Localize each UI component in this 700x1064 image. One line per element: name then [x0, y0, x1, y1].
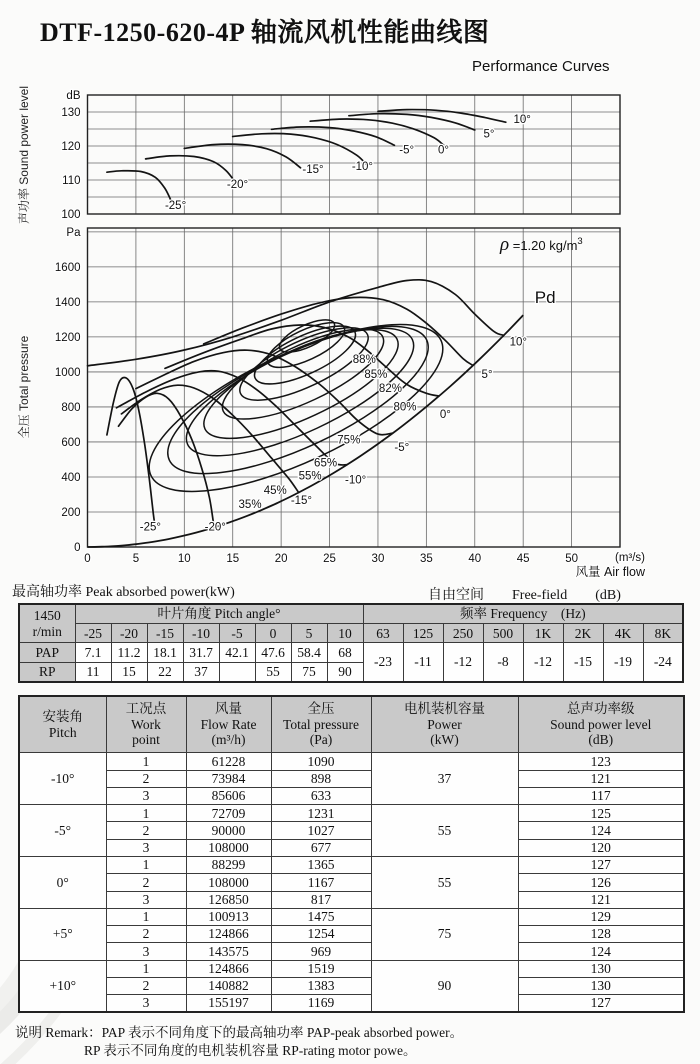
sound-curve--15° — [184, 144, 300, 168]
freq-correction-value: -15 — [563, 643, 603, 682]
table-row — [19, 960, 684, 977]
pap-value: 7.1 — [75, 643, 111, 662]
flowrate-cell: 124866 — [186, 960, 271, 977]
y-tick-label: 200 — [61, 506, 81, 519]
pap-value: 18.1 — [147, 643, 183, 662]
pitch-label: 0° — [439, 408, 451, 421]
efficiency-label: 35% — [238, 499, 262, 512]
pitch-col-header: -10 — [183, 624, 219, 643]
flowrate-cell: 100913 — [186, 908, 271, 925]
pitch-freq-table — [18, 603, 684, 683]
x-tick-label: 30 — [371, 553, 385, 565]
pitch-col-header: -25 — [75, 624, 111, 643]
pitch-cell: +10° — [19, 960, 106, 1012]
power-cell: 75 — [371, 908, 518, 960]
workpoint-cell: 2 — [106, 926, 186, 943]
x-tick-label: 40 — [468, 553, 482, 565]
flowrate-cell: 108000 — [186, 874, 271, 891]
remark-line2: RP 表示不同角度的电机装机容量 RP-rating motor powe。 — [84, 1043, 417, 1058]
efficiency-label: 82% — [378, 383, 402, 396]
efficiency-label: 88% — [352, 354, 376, 367]
workpoint-cell: 1 — [106, 960, 186, 977]
flowrate-cell: 72709 — [186, 805, 271, 822]
sound-level-cell: 130 — [518, 977, 684, 994]
sound-level-cell: 126 — [518, 874, 684, 891]
sound-level-cell: 128 — [518, 926, 684, 943]
sound-level-cell: 129 — [518, 908, 684, 925]
pitch-cell: 0° — [19, 856, 106, 908]
row-label-pap: PAP — [19, 643, 75, 662]
workpoint-cell: 1 — [106, 805, 186, 822]
pressure-cell: 1027 — [271, 822, 371, 839]
sound-power-axis-label: 声功率 Sound power level — [17, 85, 31, 225]
power-cell: 55 — [371, 856, 518, 908]
table-row — [19, 995, 684, 1012]
air-density-annotation: ρ =1.20 $kg/m^3$ — [500, 234, 583, 255]
freq-col-header: 63 — [363, 624, 403, 643]
pap-value: 11.2 — [111, 643, 147, 662]
power-cell: 90 — [371, 960, 518, 1012]
x-tick-label: 45 — [516, 553, 530, 565]
pitch-label: -10° — [345, 474, 367, 487]
table-row — [19, 839, 684, 856]
workpoint-cell: 3 — [106, 995, 186, 1012]
rp-value: 75 — [291, 662, 327, 682]
pitch-cell: -5° — [19, 805, 106, 857]
table-row — [19, 874, 684, 891]
pressure-cell: 1254 — [271, 926, 371, 943]
workpoint-cell: 2 — [106, 822, 186, 839]
y-tick-label: 600 — [61, 436, 81, 449]
row-label-rp: RP — [19, 662, 75, 682]
sound-level-cell: 130 — [518, 960, 684, 977]
pressure-cell: 1167 — [271, 874, 371, 891]
efficiency-label: 55% — [298, 470, 322, 483]
y-tick-label: 110 — [62, 175, 81, 187]
column-header: 电机装机容量 Power (kW) — [371, 696, 518, 753]
y-unit-label: Pa — [66, 227, 81, 239]
rp-value: 37 — [183, 662, 219, 682]
freq-col-header: 2K — [563, 624, 603, 643]
pressure-cell: 633 — [271, 787, 371, 804]
flowrate-cell: 85606 — [186, 787, 271, 804]
freq-correction-value: -12 — [443, 643, 483, 682]
flowrate-cell: 61228 — [186, 753, 271, 770]
x-tick-label: 15 — [226, 553, 240, 565]
y-tick-label: 1400 — [54, 296, 81, 309]
power-cell: 55 — [371, 805, 518, 857]
x-tick-label: 50 — [565, 553, 578, 565]
flowrate-cell: 90000 — [186, 822, 271, 839]
pressure-cell: 677 — [271, 839, 371, 856]
workpoint-cell: 3 — [106, 891, 186, 908]
curve-label: 5° — [483, 128, 495, 141]
column-header: 安装角 Pitch — [19, 696, 106, 753]
x-tick-label: 10 — [177, 553, 191, 565]
table-row — [19, 787, 684, 804]
column-header: 工况点 Work point — [106, 696, 186, 753]
total-pressure-axis-label: 全压 Total pressure — [17, 335, 31, 439]
pitch-label: -25° — [139, 521, 162, 534]
rp-value: 55 — [255, 662, 291, 682]
freq-correction-value: -24 — [643, 643, 683, 682]
table-row — [19, 822, 684, 839]
power-cell: 37 — [371, 753, 518, 805]
pap-value: 31.7 — [183, 643, 219, 662]
table-row — [19, 908, 684, 925]
freq-correction-value: -12 — [523, 643, 563, 682]
freq-correction-value: -23 — [363, 643, 403, 682]
flowrate-cell: 140882 — [186, 977, 271, 994]
sound-level-cell: 124 — [518, 943, 684, 960]
column-header: 总声功率级 Sound power level (dB) — [518, 696, 684, 753]
column-header: 全压 Total pressure (Pa) — [271, 696, 371, 753]
freq-col-header: 250 — [443, 624, 483, 643]
workpoint-cell: 3 — [106, 839, 186, 856]
efficiency-label: 75% — [337, 434, 361, 447]
workpoint-cell: 2 — [106, 770, 186, 787]
table-row — [19, 891, 684, 908]
y-tick-label: 1000 — [54, 366, 81, 379]
curve-label: -25° — [164, 200, 187, 213]
sound-level-cell: 125 — [518, 805, 684, 822]
y-unit-label: dB — [66, 90, 81, 102]
pitch-cell: -10° — [19, 753, 106, 805]
pitch-col-header: 0 — [255, 624, 291, 643]
workpoint-cell: 1 — [106, 753, 186, 770]
flowrate-cell: 108000 — [186, 839, 271, 856]
pitch-col-header: -5 — [219, 624, 255, 643]
workpoint-cell: 2 — [106, 874, 186, 891]
pitch-col-header: 5 — [291, 624, 327, 643]
table-row — [19, 926, 684, 943]
pap-value: 47.6 — [255, 643, 291, 662]
pressure-cell: 898 — [271, 770, 371, 787]
efficiency-label: 45% — [263, 485, 287, 498]
y-tick-label: 1200 — [54, 331, 81, 344]
table-row — [19, 753, 684, 770]
rp-value: 90 — [327, 662, 363, 682]
x-tick-label: 35 — [419, 553, 433, 565]
frequency-header: 频率 Frequency (Hz) — [363, 604, 683, 624]
sound-level-cell: 120 — [518, 839, 684, 856]
pressure-cell: 1519 — [271, 960, 371, 977]
pitch-cell: +5° — [19, 908, 106, 960]
pitch-col-header: 10 — [327, 624, 363, 643]
x-axis-label: 风量 Air flow — [575, 565, 645, 579]
pitch-label: -5° — [394, 442, 410, 455]
pressure-cell: 1090 — [271, 753, 371, 770]
workpoint-cell: 3 — [106, 787, 186, 804]
sound-level-cell: 117 — [518, 787, 684, 804]
speed-cell: 1450 r/min — [19, 604, 75, 643]
sound-level-cell: 127 — [518, 995, 684, 1012]
rp-value: 11 — [75, 662, 111, 682]
workpoint-cell: 2 — [106, 977, 186, 994]
sound-curve--20° — [146, 156, 235, 182]
x-tick-label: 20 — [274, 553, 288, 565]
flowrate-cell: 126850 — [186, 891, 271, 908]
rp-value: 15 — [111, 662, 147, 682]
curve-label: -20° — [226, 179, 249, 192]
pitch-label: 5° — [481, 369, 493, 382]
free-field-caption: 自由空间 Free-field (dB) — [428, 588, 621, 603]
flowrate-cell: 88299 — [186, 856, 271, 873]
pitch-label: -20° — [204, 521, 226, 534]
freq-correction-value: -8 — [483, 643, 523, 682]
freq-correction-value: -19 — [603, 643, 643, 682]
remark-line1: 说明 Remark：PAP 表示不同角度下的最高轴功率 PAP-peak absorbed power。 — [15, 1025, 464, 1040]
freq-col-header: 125 — [403, 624, 443, 643]
pitch-label: 10° — [509, 336, 528, 349]
x-tick-label: 0 — [84, 553, 91, 565]
sound-power-chart — [0, 86, 700, 226]
pitch-col-header: -15 — [147, 624, 183, 643]
y-tick-label: 0 — [74, 542, 81, 554]
y-tick-label: 130 — [61, 107, 81, 119]
pitch-label: -15° — [290, 495, 313, 508]
y-tick-label: 1600 — [54, 261, 81, 274]
curve-label: 0° — [437, 144, 449, 157]
sound-level-cell: 123 — [518, 753, 684, 770]
peak-power-caption: 最高轴功率 Peak absorbed power(kW) — [12, 585, 235, 600]
work-points-table — [18, 695, 685, 1013]
pressure-cell: 969 — [271, 943, 371, 960]
pitch-angle-header: 叶片角度 Pitch angle° — [75, 604, 363, 624]
y-tick-label: 120 — [61, 141, 81, 153]
freq-col-header: 4K — [603, 624, 643, 643]
pressure-cell: 1365 — [271, 856, 371, 873]
workpoint-cell: 1 — [106, 856, 186, 873]
flowrate-cell: 143575 — [186, 943, 271, 960]
curve-label: -10° — [351, 161, 374, 174]
table-row — [19, 856, 684, 873]
freq-col-header: 8K — [643, 624, 683, 643]
table-row — [19, 943, 684, 960]
pressure-cell: 1169 — [271, 995, 371, 1012]
pressure-flow-chart — [0, 222, 700, 590]
pressure-cell: 817 — [271, 891, 371, 908]
flowrate-cell: 124866 — [186, 926, 271, 943]
pap-value: 68 — [327, 643, 363, 662]
column-header: 风量 Flow Rate (m³/h) — [186, 696, 271, 753]
freq-correction-value: -11 — [403, 643, 443, 682]
x-unit-label: (m³/s) — [614, 552, 645, 564]
sound-level-cell: 121 — [518, 770, 684, 787]
plot-frame — [88, 95, 621, 214]
table-row — [19, 977, 684, 994]
efficiency-label: 65% — [314, 457, 338, 470]
sound-level-cell: 124 — [518, 822, 684, 839]
sound-curve--10° — [233, 134, 367, 165]
efficiency-label: 85% — [364, 369, 388, 382]
rp-value — [219, 662, 255, 682]
x-tick-label: 25 — [323, 553, 336, 565]
x-tick-label: 5 — [132, 553, 140, 565]
y-tick-label: 800 — [61, 401, 81, 414]
workpoint-cell: 1 — [106, 908, 186, 925]
pressure-cell: 1383 — [271, 977, 371, 994]
rp-value: 22 — [147, 662, 183, 682]
page-title: DTF-1250-620-4P 轴流风机性能曲线图 — [40, 18, 490, 47]
freq-col-header: 1K — [523, 624, 563, 643]
pd-label: Pd — [534, 287, 556, 307]
pap-value: 42.1 — [219, 643, 255, 662]
table-row — [19, 805, 684, 822]
efficiency-label: 80% — [393, 401, 417, 414]
pressure-cell: 1231 — [271, 805, 371, 822]
pressure-curve-+10° — [88, 280, 504, 366]
page-subtitle: Performance Curves — [472, 58, 610, 75]
y-tick-label: 400 — [61, 471, 81, 484]
curve-label: 10° — [513, 113, 531, 126]
workpoint-cell: 3 — [106, 943, 186, 960]
pap-value: 58.4 — [291, 643, 327, 662]
flowrate-cell: 73984 — [186, 770, 271, 787]
freq-col-header: 500 — [483, 624, 523, 643]
curve-label: -15° — [302, 164, 324, 177]
y-tick-label: 100 — [61, 209, 81, 221]
curve-label: -5° — [399, 144, 415, 157]
flowrate-cell: 155197 — [186, 995, 271, 1012]
sound-level-cell: 121 — [518, 891, 684, 908]
pressure-cell: 1475 — [271, 908, 371, 925]
pitch-col-header: -20 — [111, 624, 147, 643]
table-row — [19, 770, 684, 787]
sound-level-cell: 127 — [518, 856, 684, 873]
